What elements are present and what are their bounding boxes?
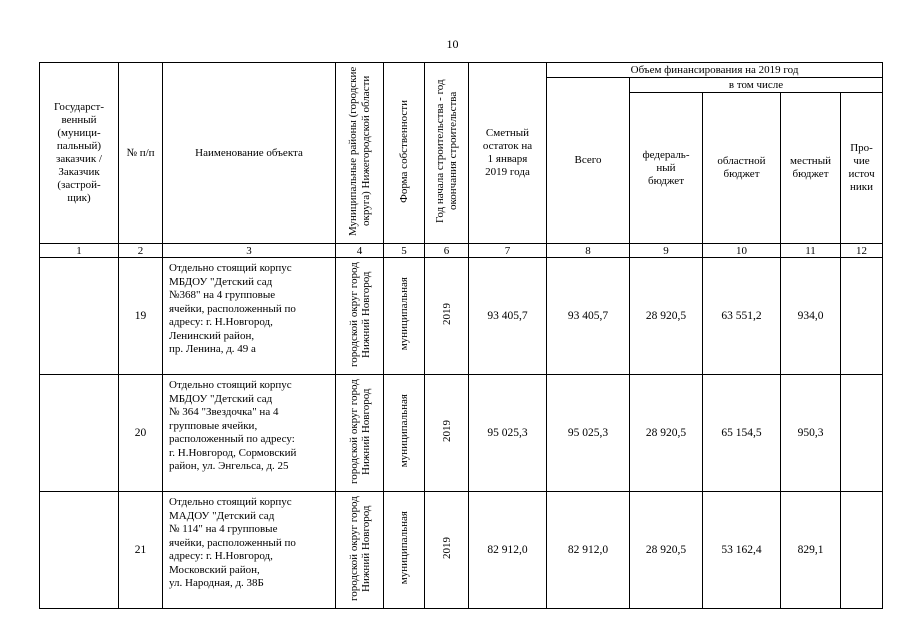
cell-district: городской округ город Нижний Новгород [336, 258, 384, 375]
cell-estimate: 82 912,0 [469, 492, 547, 609]
column-number: 2 [119, 244, 163, 258]
cell-year: 2019 [425, 258, 469, 375]
cell-estimate: 93 405,7 [469, 258, 547, 375]
column-number: 7 [469, 244, 547, 258]
cell-total: 93 405,7 [547, 258, 630, 375]
column-number: 6 [425, 244, 469, 258]
cell-year: 2019 [425, 375, 469, 492]
cell-customer [40, 258, 119, 375]
cell-federal: 28 920,5 [630, 492, 703, 609]
cell-estimate: 95 025,3 [469, 375, 547, 492]
cell-number: 20 [119, 375, 163, 492]
cell-regional: 65 154,5 [703, 375, 781, 492]
column-number: 1 [40, 244, 119, 258]
cell-number: 19 [119, 258, 163, 375]
header-customer: Государст- венный (муници- пальный) заказчик / Заказчик (застрой- щик) [40, 63, 119, 244]
cell-ownership: муниципальная [384, 258, 425, 375]
header-financing-group: Объем финансирования на 2019 год [547, 63, 883, 78]
header-districts: Муниципальные районы (городские округа) Нижегородской области [336, 63, 384, 244]
page-number: 10 [446, 37, 459, 51]
cell-local: 950,3 [781, 375, 841, 492]
cell-object-name: Отдельно стоящий корпус МАДОУ "Детский сад № 114" на 4 групповые ячейки, расположенный по адресу: г. Н.Новгород, Московский район, ул. Народная, д. 38Б [163, 492, 336, 609]
column-number: 12 [841, 244, 883, 258]
financing-table [39, 62, 883, 609]
header-number: № п/п [119, 63, 163, 244]
column-number: 11 [781, 244, 841, 258]
cell-other [841, 492, 883, 609]
header-estimate-balance: Сметный остаток на 1 января 2019 года [469, 63, 547, 244]
header-years: Год начала строительства - год окончания строительства [425, 63, 469, 244]
column-number: 3 [163, 244, 336, 258]
header-federal: федераль- ный бюджет [630, 93, 703, 244]
column-number: 9 [630, 244, 703, 258]
cell-year: 2019 [425, 492, 469, 609]
column-number: 10 [703, 244, 781, 258]
table-row [40, 492, 883, 609]
cell-federal: 28 920,5 [630, 258, 703, 375]
header-including: в том числе [630, 78, 883, 93]
cell-other [841, 258, 883, 375]
column-number-row [40, 244, 883, 258]
cell-other [841, 375, 883, 492]
cell-customer [40, 375, 119, 492]
cell-ownership: муниципальная [384, 492, 425, 609]
header-other: Про- чие источ ники [841, 93, 883, 244]
cell-local: 934,0 [781, 258, 841, 375]
cell-object-name: Отдельно стоящий корпус МБДОУ "Детский сад № 364 "Звездочка" на 4 групповые ячейки, расположенный по адресу: г. Н.Новгород, Сормовский район, ул. Энгельса, д. 25 [163, 375, 336, 492]
cell-number: 21 [119, 492, 163, 609]
cell-local: 829,1 [781, 492, 841, 609]
header-total: Всего [547, 78, 630, 244]
header-object-name: Наименование объекта [163, 63, 336, 244]
column-number: 5 [384, 244, 425, 258]
table-row [40, 375, 883, 492]
cell-regional: 53 162,4 [703, 492, 781, 609]
header-local: местный бюджет [781, 93, 841, 244]
header-ownership: Форма собственности [384, 63, 425, 244]
cell-regional: 63 551,2 [703, 258, 781, 375]
cell-district: городской округ город Нижний Новгород [336, 492, 384, 609]
table-row [40, 258, 883, 375]
header-regional: областной бюджет [703, 93, 781, 244]
column-number: 8 [547, 244, 630, 258]
cell-district: городской округ город Нижний Новгород [336, 375, 384, 492]
column-number: 4 [336, 244, 384, 258]
cell-customer [40, 492, 119, 609]
cell-federal: 28 920,5 [630, 375, 703, 492]
cell-total: 95 025,3 [547, 375, 630, 492]
cell-ownership: муниципальная [384, 375, 425, 492]
cell-object-name: Отдельно стоящий корпус МБДОУ "Детский сад №368" на 4 групповые ячейки, расположенный по адресу: г. Н.Новгород, Ленинский район, пр. Ленина, д. 49 а [163, 258, 336, 375]
cell-total: 82 912,0 [547, 492, 630, 609]
